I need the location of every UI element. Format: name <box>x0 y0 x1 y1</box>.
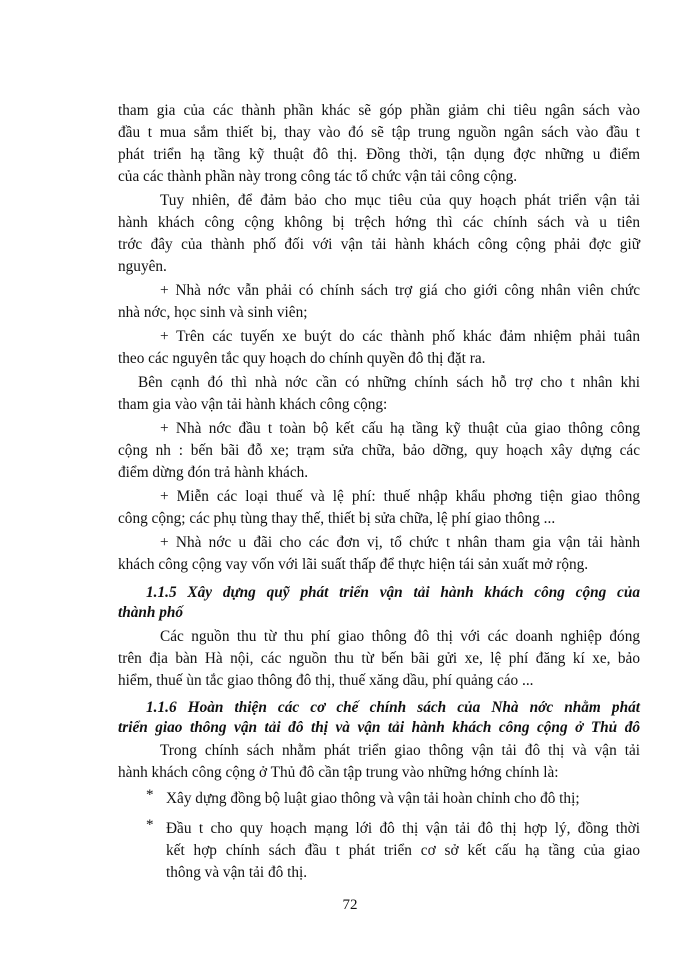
bullet-item-cont: kết hợp chính sách đầu t phát triển cơ sở kết cấu hạ tầng của giao <box>166 842 640 859</box>
text-line: nguyên. <box>118 258 167 275</box>
text-line: tham gia của các thành phần khác sẽ góp phần giảm chi tiêu ngân sách vào <box>118 102 640 119</box>
page-number: 72 <box>342 897 358 913</box>
section-heading-1-1-6-cont: triển giao thông vận tải đô thị và vận tải hành khách công cộng ở Thủ đô <box>118 719 640 736</box>
text-line: Các nguồn thu từ thu phí giao thông đô thị với các doanh nghiệp đóng <box>160 628 640 645</box>
text-line: trớc đây của thành phố đối với vận tải hành khách công cộng phải đợc giữ <box>118 236 640 253</box>
text-line: Trong chính sách nhằm phát triển giao thông vận tải đô thị và vận tải <box>160 742 640 759</box>
bullet-item: Xây dựng đồng bộ luật giao thông và vận tải hoàn chỉnh cho đô thị; <box>166 790 580 807</box>
text-line: tham gia vào vận tải hành khách công cộng: <box>118 396 388 413</box>
text-line: + Nhà nớc vẫn phải có chính sách trợ giá cho giới công nhân viên chức <box>160 282 640 299</box>
section-heading-1-1-6: 1.1.6 Hoàn thiện các cơ chế chính sách của Nhà nớc nhằm phát <box>146 699 640 716</box>
text-line: Bên cạnh đó thì nhà nớc cần có những chính sách hỗ trợ cho t nhân khi <box>138 374 640 391</box>
bullet-item-cont: thông và vận tải đô thị. <box>166 864 308 881</box>
text-line: nhà nớc, học sinh và sinh viên; <box>118 304 308 321</box>
text-line: cộng nh : bến bãi đỗ xe; trạm sửa chữa, bảo dỡng, quy hoạch xây dựng các <box>118 442 640 459</box>
text-line: công cộng; các phụ tùng thay thế, thiết bị sửa chữa, lệ phí giao thông ... <box>118 510 556 527</box>
bullet-item: Đầu t cho quy hoạch mạng lới đô thị vận tải đô thị hợp lý, đồng thời <box>166 820 640 837</box>
bullet-star: * <box>146 817 154 833</box>
text-line: hành khách công cộng ở Thủ đô cần tập trung vào những hớng chính là: <box>118 764 559 781</box>
text-line: hiểm, thuế ùn tắc giao thông đô thị, thuế xăng dầu, phí quảng cáo ... <box>118 672 534 689</box>
text-line: phát triển hạ tầng kỹ thuật đô thị. Đồng thời, tận dụng đợc những u điểm <box>118 146 640 163</box>
text-line: hành khách công cộng không bị trệch hớng thì các chính sách và u tiên <box>118 214 640 231</box>
text-line: khách công cộng vay vốn với lãi suất thấp để thực hiện tái sản xuất mở rộng. <box>118 556 589 573</box>
text-line: + Nhà nớc u đãi cho các đơn vị, tổ chức t nhân tham gia vận tải hành <box>160 534 640 551</box>
text-line: trên địa bàn Hà nội, các nguồn thu từ bến bãi gửi xe, lệ phí đăng kí xe, bảo <box>118 650 640 667</box>
section-heading-1-1-5: 1.1.5 Xây dựng quỹ phát triển vận tải hành khách công cộng của <box>146 584 640 601</box>
bullet-star: * <box>146 787 154 803</box>
text-line: điểm dừng đón trả hành khách. <box>118 464 309 481</box>
text-line: + Nhà nớc đầu t toàn bộ kết cấu hạ tầng kỹ thuật của giao thông công <box>160 420 640 437</box>
text-line: Tuy nhiên, để đảm bảo cho mục tiêu của quy hoạch phát triển vận tải <box>160 192 640 209</box>
text-line: của các thành phần này trong công tác tổ chức vận tải công cộng. <box>118 168 518 185</box>
text-line: + Trên các tuyến xe buýt do các thành phố khác đảm nhiệm phải tuân <box>160 328 640 345</box>
section-heading-1-1-5-cont: thành phố <box>118 604 184 621</box>
text-line: đầu t mua sắm thiết bị, thay vào đó sẽ tập trung nguồn ngân sách vào đầu t <box>118 124 640 141</box>
text-line: + Miễn các loại thuế và lệ phí: thuế nhập khẩu phơng tiện giao thông <box>160 488 640 505</box>
text-line: theo các nguyên tắc quy hoạch do chính quyền đô thị đặt ra. <box>118 350 486 367</box>
